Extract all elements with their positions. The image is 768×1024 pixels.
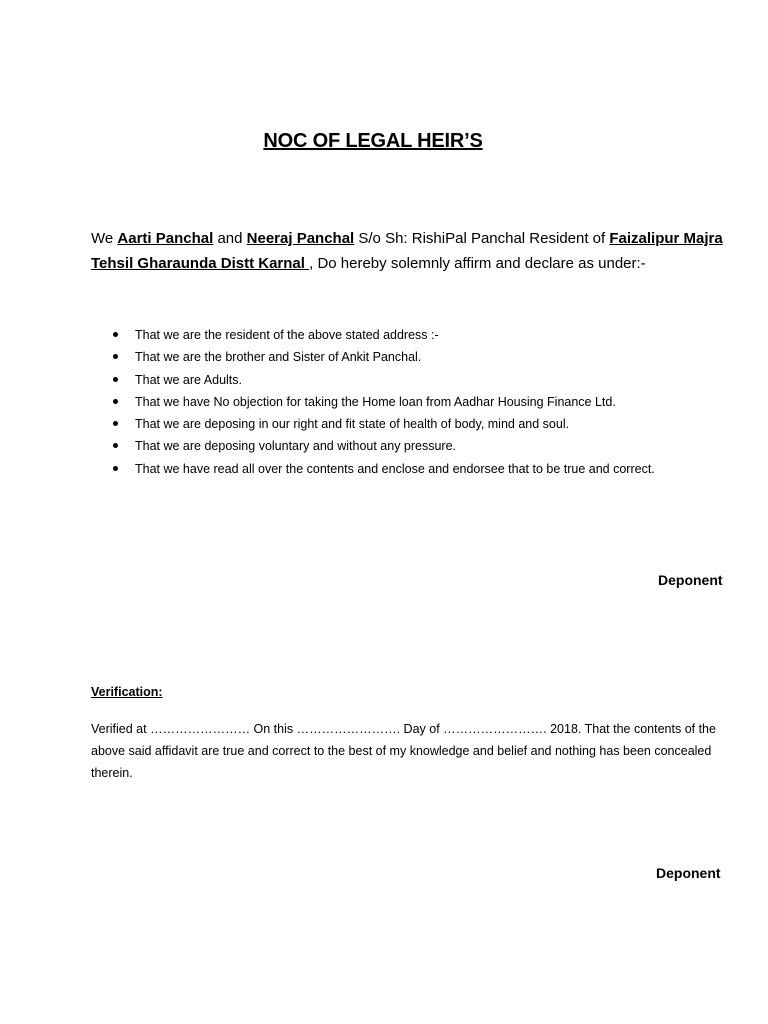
declaration-text: That we are the brother and Sister of Ankit Panchal. [135, 350, 422, 365]
declaration-item [91, 435, 751, 457]
heir-name-2: Neeraj Panchal [246, 230, 355, 247]
declaration-list [91, 324, 751, 480]
deponent-label: Deponent [658, 572, 723, 588]
declaration-item [91, 369, 751, 391]
intro-and: and [213, 230, 247, 247]
bullet-icon [113, 466, 118, 471]
intro-we: We [91, 230, 118, 247]
intro-paragraph [91, 226, 731, 276]
intro-end: , Do hereby solemnly affirm and declare as under:- [309, 255, 646, 272]
intro-middle: S/o Sh: RishiPal Panchal Resident of [354, 230, 610, 247]
declaration-text: That we are Adults. [135, 372, 243, 387]
declaration-text: That we have No objection for taking the Home loan from Aadhar Housing Finance Ltd. [135, 394, 616, 409]
declaration-text: That we are deposing in our right and fit state of health of body, mind and soul. [135, 417, 570, 432]
declaration-item [91, 413, 751, 435]
verification-text: Verified at …………………… On this ……………………. Day of ……………………. 2018. That the contents of the above said affidavit are true and correct to the best of my knowledge and belief and nothing has been concealed therein. [91, 722, 716, 780]
bullet-icon [113, 354, 118, 359]
declaration-item [91, 458, 751, 480]
declaration-item [91, 391, 751, 413]
bullet-icon [113, 377, 118, 382]
bullet-icon [113, 443, 118, 448]
verification-heading: Verification: [91, 685, 163, 699]
resident-address: Faizalipur Majra Tehsil Gharaunda Distt Karnal [91, 230, 723, 272]
bullet-icon [113, 399, 118, 404]
declaration-item [91, 324, 751, 346]
declaration-text: That we are deposing voluntary and without any pressure. [135, 439, 457, 454]
bullet-icon [113, 332, 118, 337]
bullet-icon [113, 421, 118, 426]
heir-name-1: Aarti Panchal [117, 230, 214, 247]
document-title: NOC OF LEGAL HEIR’S [263, 130, 483, 152]
declaration-text: That we are the resident of the above stated address :- [135, 328, 439, 342]
declaration-item [91, 346, 751, 368]
deponent-label: Deponent [656, 865, 721, 881]
declaration-text: That we have read all over the contents and enclose and endorsee that to be true and correct. [135, 461, 655, 476]
